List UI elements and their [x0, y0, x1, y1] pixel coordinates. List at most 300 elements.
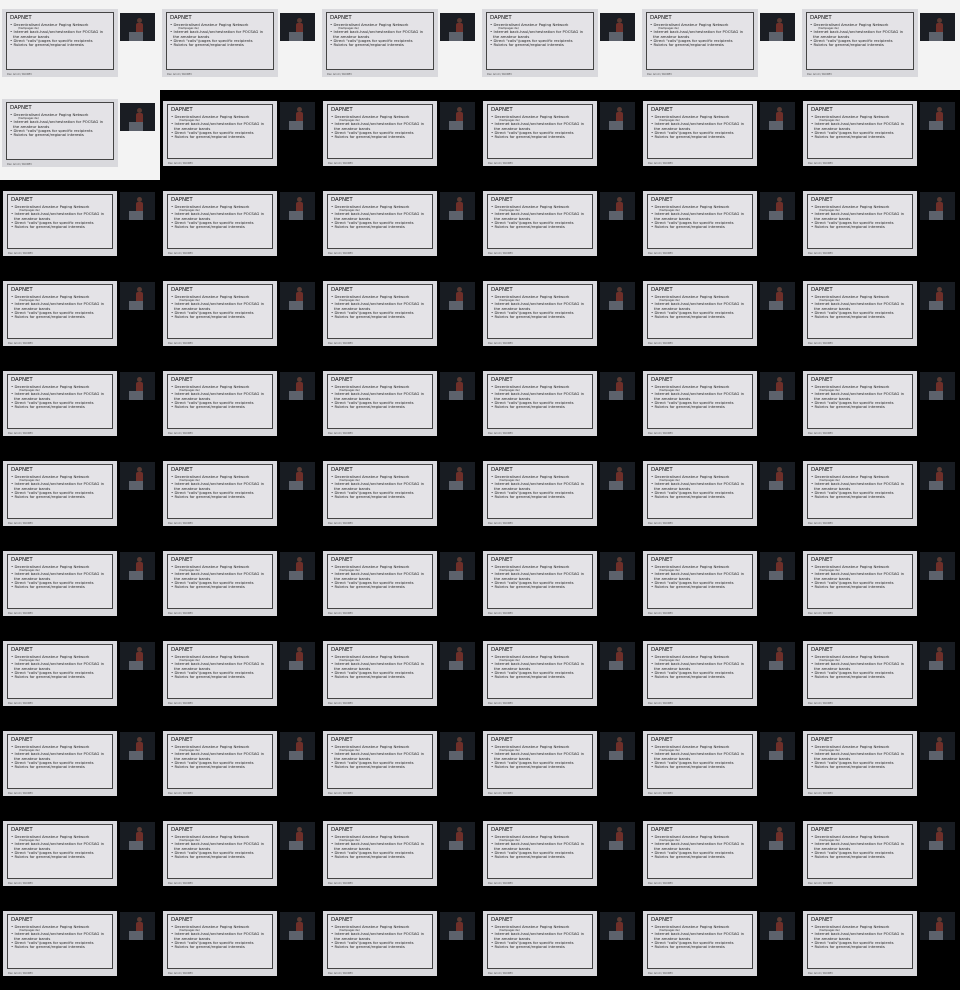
slide-title: DAPNET [651, 647, 673, 653]
video-thumbnail-27[interactable] [320, 360, 480, 450]
slide-bullet: • Rubrics for general/regional interests [491, 404, 565, 410]
speaker-camera-view [600, 822, 635, 850]
slide-footer: Dan Arnot / PA0DEV [488, 252, 513, 255]
slide-bullet-cont: the amateur bands [494, 935, 531, 941]
slide-footer: Dan Arnot / PA0DEV [168, 342, 193, 345]
slide-title: DAPNET [331, 647, 353, 653]
slide-bullet: • Decentralised Amateur Paging Network [331, 293, 410, 299]
video-thumbnail-29[interactable] [640, 360, 800, 450]
slide-footer: Dan Arnot / PA0DEV [488, 972, 513, 975]
slide-bullet: • Rubrics for general/regional interests [811, 674, 885, 680]
slide-bullet: • Internet back-haul/orchestration for POCSAG in [171, 841, 265, 847]
video-thumbnail-45[interactable] [320, 630, 480, 720]
video-thumbnail-13[interactable] [0, 180, 160, 270]
speaker-camera-view [920, 552, 955, 580]
podium-icon [769, 661, 783, 670]
speaker-camera-view [120, 732, 155, 760]
slide-footer: Dan Arnot / PA0DEV [8, 342, 33, 345]
speaker-camera-view [280, 192, 315, 220]
slide-bullet: • Rubrics for general/regional interests [651, 944, 725, 950]
podium-icon [769, 931, 783, 940]
slide-bullet: • Internet back-haul/orchestration for POCSAG in [811, 661, 905, 667]
speaker-camera-view [280, 552, 315, 580]
slide-bullet: • Rubrics for general/regional interests [651, 854, 725, 860]
slide-bullet: • Direct "calls"/pages for specific recipients [651, 129, 734, 135]
slide-bullet: • Rubrics for general/regional interests [491, 224, 565, 230]
slide-content-box [807, 554, 913, 609]
slide-bullet-cont: the amateur bands [654, 215, 691, 221]
video-thumbnail-41[interactable] [640, 540, 800, 630]
slide-title: DAPNET [491, 557, 513, 563]
slide-preview [163, 641, 277, 706]
speaker-camera-view [280, 732, 315, 760]
slide-preview [3, 641, 117, 706]
video-thumbnail-44[interactable] [160, 630, 320, 720]
video-thumbnail-20[interactable] [160, 270, 320, 360]
video-thumbnail-47[interactable] [640, 630, 800, 720]
slide-bullet-cont: the amateur bands [334, 845, 371, 851]
slide-bullet: • Direct "calls"/pages for specific recipients [331, 579, 414, 585]
speaker-camera-view [600, 282, 635, 310]
slide-bullet-sub: (hampager.de) [339, 657, 360, 662]
video-thumbnail-65[interactable] [640, 900, 800, 990]
podium-icon [769, 121, 783, 130]
slide-bullet: • Internet back-haul/orchestration for POCSAG in [650, 29, 744, 35]
slide-title: DAPNET [491, 467, 513, 473]
slide-preview [803, 641, 917, 706]
video-thumbnail-58[interactable] [480, 810, 640, 900]
speaker-camera-view [920, 732, 955, 760]
slide-bullet-cont: the amateur bands [13, 123, 50, 129]
slide-bullet: • Decentralised Amateur Paging Network [651, 833, 730, 839]
slide-bullet-sub: (hampager.de) [659, 567, 680, 572]
slide-title: DAPNET [651, 827, 673, 833]
video-thumbnail-6[interactable] [800, 0, 960, 90]
slide-bullet: • Internet back-haul/orchestration for POCSAG in [491, 211, 585, 217]
speaker-camera-view [600, 912, 635, 940]
slide-bullet: • Decentralised Amateur Paging Network [811, 653, 890, 659]
slide-title: DAPNET [11, 467, 33, 473]
speaker-camera-view [920, 372, 955, 400]
slide-bullet-sub: (hampager.de) [19, 567, 40, 572]
slide-bullet-sub: (hampager.de) [179, 747, 200, 752]
slide-bullet: • Decentralised Amateur Paging Network [651, 923, 730, 929]
slide-bullet-sub: (hampager.de) [178, 25, 199, 30]
slide-content-box [327, 194, 433, 249]
slide-bullet: • Rubrics for general/regional interests [171, 314, 245, 320]
video-thumbnail-60[interactable] [800, 810, 960, 900]
video-thumbnail-2[interactable] [160, 0, 320, 90]
podium-icon [609, 481, 623, 490]
slide-bullet: • Internet back-haul/orchestration for POCSAG in [491, 391, 585, 397]
speaker-camera-view [280, 462, 315, 490]
video-thumbnail-55[interactable] [0, 810, 160, 900]
slide-content-box [7, 644, 113, 699]
slide-bullet: • Decentralised Amateur Paging Network [171, 383, 250, 389]
slide-preview [3, 731, 117, 796]
slide-bullet-sub: (hampager.de) [659, 837, 680, 842]
slide-title: DAPNET [11, 917, 33, 923]
slide-bullet-sub: (hampager.de) [819, 477, 840, 482]
video-thumbnail-51[interactable] [320, 720, 480, 810]
slide-bullet: • Rubrics for general/regional interests [331, 404, 405, 410]
slide-bullet-cont: the amateur bands [814, 845, 851, 851]
slide-bullet: • Decentralised Amateur Paging Network [171, 743, 250, 749]
slide-footer: Dan Arnot / PA0DEV [648, 612, 673, 615]
slide-bullet-cont: the amateur bands [334, 935, 371, 941]
slide-bullet: • Decentralised Amateur Paging Network [171, 833, 250, 839]
slide-content-box [167, 644, 273, 699]
slide-preview [323, 281, 437, 346]
slide-bullet: • Decentralised Amateur Paging Network [171, 563, 250, 569]
slide-preview [3, 911, 117, 976]
slide-preview [483, 371, 597, 436]
slide-bullet: • Direct "calls"/pages for specific recipients [651, 669, 734, 675]
slide-bullet-sub: (hampager.de) [498, 25, 519, 30]
slide-title: DAPNET [810, 15, 832, 21]
video-thumbnail-18[interactable] [800, 180, 960, 270]
video-thumbnail-11[interactable] [640, 90, 800, 180]
slide-title: DAPNET [171, 197, 193, 203]
video-thumbnail-26[interactable] [160, 360, 320, 450]
video-thumbnail-63[interactable] [320, 900, 480, 990]
slide-content-box [807, 194, 913, 249]
slide-content-box [647, 284, 753, 339]
video-thumbnail-66[interactable] [800, 900, 960, 990]
slide-bullet-sub: (hampager.de) [339, 927, 360, 932]
speaker-camera-view [440, 192, 475, 220]
slide-bullet-cont: the amateur bands [494, 125, 531, 131]
slide-footer: Dan Arnot / PA0DEV [808, 162, 833, 165]
slide-footer: Dan Arnot / PA0DEV [488, 432, 513, 435]
slide-bullet: • Decentralised Amateur Paging Network [491, 383, 570, 389]
slide-bullet: • Direct "calls"/pages for specific recipients [811, 579, 894, 585]
speaker-camera-view [120, 103, 155, 131]
video-thumbnail-38[interactable] [160, 540, 320, 630]
podium-icon [129, 32, 143, 41]
slide-title: DAPNET [491, 827, 513, 833]
video-thumbnail-34[interactable] [480, 450, 640, 540]
slide-bullet-sub: (hampager.de) [819, 837, 840, 842]
speaker-camera-view [600, 102, 635, 130]
slide-preview [483, 641, 597, 706]
slide-bullet: • Direct "calls"/pages for specific recipients [171, 939, 254, 945]
slide-title: DAPNET [811, 557, 833, 563]
video-thumbnail-14[interactable] [160, 180, 320, 270]
slide-bullet: • Decentralised Amateur Paging Network [171, 293, 250, 299]
slide-footer: Dan Arnot / PA0DEV [168, 972, 193, 975]
speaker-camera-view [440, 372, 475, 400]
slide-bullet: • Internet back-haul/orchestration for POCSAG in [11, 931, 105, 937]
video-thumbnail-35[interactable] [640, 450, 800, 540]
speaker-camera-view [760, 13, 795, 41]
video-thumbnail-52[interactable] [480, 720, 640, 810]
slide-title: DAPNET [10, 105, 32, 111]
podium-icon [929, 301, 943, 310]
slide-bullet-sub: (hampager.de) [339, 477, 360, 482]
slide-bullet: • Internet back-haul/orchestration for POCSAG in [11, 481, 105, 487]
slide-title: DAPNET [811, 827, 833, 833]
slide-bullet: • Internet back-haul/orchestration for POCSAG in [810, 29, 904, 35]
slide-bullet-sub: (hampager.de) [819, 297, 840, 302]
video-thumbnail-59[interactable] [640, 810, 800, 900]
slide-footer: Dan Arnot / PA0DEV [648, 522, 673, 525]
slide-bullet-cont: the amateur bands [334, 305, 371, 311]
video-thumbnail-4[interactable] [480, 0, 640, 90]
slide-bullet-sub: (hampager.de) [19, 747, 40, 752]
slide-bullet: • Rubrics for general/regional interests [491, 854, 565, 860]
slide-bullet-cont: the amateur bands [494, 845, 531, 851]
slide-preview [163, 821, 277, 886]
slide-footer: Dan Arnot / PA0DEV [648, 882, 673, 885]
slide-preview [323, 731, 437, 796]
video-thumbnail-25[interactable] [0, 360, 160, 450]
video-thumbnail-16[interactable] [480, 180, 640, 270]
slide-bullet: • Rubrics for general/regional interests [811, 764, 885, 770]
slide-bullet-cont: the amateur bands [494, 755, 531, 761]
slide-bullet: • Direct "calls"/pages for specific recipients [11, 579, 94, 585]
video-thumbnail-50[interactable] [160, 720, 320, 810]
slide-title: DAPNET [331, 827, 353, 833]
slide-bullet: • Rubrics for general/regional interests [651, 584, 725, 590]
slide-content-box [647, 824, 753, 879]
video-thumbnail-39[interactable] [320, 540, 480, 630]
slide-bullet-sub: (hampager.de) [179, 567, 200, 572]
slide-footer: Dan Arnot / PA0DEV [168, 612, 193, 615]
slide-bullet: • Internet back-haul/orchestration for POCSAG in [330, 29, 424, 35]
slide-bullet: • Direct "calls"/pages for specific recipients [651, 489, 734, 495]
slide-bullet: • Direct "calls"/pages for specific recipients [171, 399, 254, 405]
slide-bullet-sub: (hampager.de) [819, 747, 840, 752]
video-thumbnail-61[interactable] [0, 900, 160, 990]
slide-title: DAPNET [331, 737, 353, 743]
slide-bullet-cont: the amateur bands [14, 215, 51, 221]
slide-bullet: • Rubrics for general/regional interests [490, 42, 564, 48]
podium-icon [609, 931, 623, 940]
video-thumbnail-46[interactable] [480, 630, 640, 720]
slide-bullet: • Internet back-haul/orchestration for POCSAG in [491, 121, 585, 127]
slide-bullet: • Rubrics for general/regional interests [331, 314, 405, 320]
video-thumbnail-33[interactable] [320, 450, 480, 540]
video-thumbnail-54[interactable] [800, 720, 960, 810]
slide-footer: Dan Arnot / PA0DEV [808, 252, 833, 255]
slide-bullet: • Direct "calls"/pages for specific recipients [651, 399, 734, 405]
slide-bullet: • Direct "calls"/pages for specific recipients [171, 759, 254, 765]
slide-content-box [487, 644, 593, 699]
video-thumbnail-36[interactable] [800, 450, 960, 540]
slide-bullet: • Direct "calls"/pages for specific recipients [651, 939, 734, 945]
slide-bullet: • Rubrics for general/regional interests [10, 42, 84, 48]
video-thumbnail-28[interactable] [480, 360, 640, 450]
video-thumbnail-37[interactable] [0, 540, 160, 630]
slide-bullet: • Internet back-haul/orchestration for POCSAG in [171, 751, 265, 757]
slide-bullet: • Direct "calls"/pages for specific recipients [491, 669, 574, 675]
slide-bullet-sub: (hampager.de) [659, 297, 680, 302]
slide-bullet: • Decentralised Amateur Paging Network [331, 473, 410, 479]
slide-bullet-sub: (hampager.de) [499, 297, 520, 302]
video-thumbnail-43[interactable] [0, 630, 160, 720]
podium-icon [449, 481, 463, 490]
slide-footer: Dan Arnot / PA0DEV [808, 342, 833, 345]
slide-content-box [327, 914, 433, 969]
speaker-camera-view [600, 642, 635, 670]
video-thumbnail-10[interactable] [480, 90, 640, 180]
video-thumbnail-40[interactable] [480, 540, 640, 630]
slide-bullet-cont: the amateur bands [14, 485, 51, 491]
speaker-camera-view [440, 102, 475, 130]
video-thumbnail-22[interactable] [480, 270, 640, 360]
slide-bullet: • Decentralised Amateur Paging Network [811, 833, 890, 839]
speaker-camera-view [920, 912, 955, 940]
slide-content-box [647, 734, 753, 789]
slide-bullet-sub: (hampager.de) [819, 207, 840, 212]
video-thumbnail-3[interactable] [320, 0, 480, 90]
slide-bullet: • Internet back-haul/orchestration for POCSAG in [490, 29, 584, 35]
slide-bullet-cont: the amateur bands [654, 665, 691, 671]
slide-title: DAPNET [171, 287, 193, 293]
video-thumbnail-48[interactable] [800, 630, 960, 720]
video-thumbnail-21[interactable] [320, 270, 480, 360]
speaker-camera-view [120, 912, 155, 940]
video-thumbnail-53[interactable] [640, 720, 800, 810]
video-thumbnail-12[interactable] [800, 90, 960, 180]
slide-bullet: • Direct "calls"/pages for specific recipients [11, 309, 94, 315]
speaker-camera-view [120, 462, 155, 490]
slide-title: DAPNET [331, 917, 353, 923]
slide-bullet: • Rubrics for general/regional interests [811, 314, 885, 320]
slide-bullet: • Direct "calls"/pages for specific recipients [491, 579, 574, 585]
slide-preview [163, 461, 277, 526]
slide-title: DAPNET [650, 15, 672, 21]
slide-bullet: • Direct "calls"/pages for specific recipients [331, 129, 414, 135]
slide-title: DAPNET [331, 287, 353, 293]
slide-footer: Dan Arnot / PA0DEV [328, 252, 353, 255]
speaker-camera-view [280, 13, 315, 41]
video-thumbnail-57[interactable] [320, 810, 480, 900]
slide-title: DAPNET [170, 15, 192, 21]
slide-bullet-cont: the amateur bands [334, 755, 371, 761]
slide-bullet: • Rubrics for general/regional interests [11, 944, 85, 950]
video-thumbnail-56[interactable] [160, 810, 320, 900]
slide-bullet: • Direct "calls"/pages for specific recipients [331, 669, 414, 675]
slide-content-box [327, 554, 433, 609]
podium-icon [929, 751, 943, 760]
slide-footer: Dan Arnot / PA0DEV [8, 432, 33, 435]
slide-footer: Dan Arnot / PA0DEV [488, 612, 513, 615]
slide-preview [643, 461, 757, 526]
slide-bullet: • Rubrics for general/regional interests [331, 584, 405, 590]
slide-bullet-cont: the amateur bands [813, 33, 850, 39]
video-thumbnail-49[interactable] [0, 720, 160, 810]
video-thumbnail-31[interactable] [0, 450, 160, 540]
slide-preview [323, 911, 437, 976]
slide-bullet: • Internet back-haul/orchestration for POCSAG in [651, 751, 745, 757]
slide-bullet-sub: (hampager.de) [19, 837, 40, 842]
slide-preview [643, 731, 757, 796]
slide-title: DAPNET [491, 647, 513, 653]
slide-bullet-sub: (hampager.de) [659, 387, 680, 392]
slide-bullet: • Rubrics for general/regional interests [331, 854, 405, 860]
slide-footer: Dan Arnot / PA0DEV [648, 972, 673, 975]
video-thumbnail-17[interactable] [640, 180, 800, 270]
slide-bullet: • Decentralised Amateur Paging Network [650, 21, 729, 27]
slide-bullet: • Decentralised Amateur Paging Network [811, 923, 890, 929]
slide-bullet: • Direct "calls"/pages for specific recipients [10, 127, 93, 133]
video-thumbnail-9[interactable] [320, 90, 480, 180]
slide-bullet-sub: (hampager.de) [339, 297, 360, 302]
slide-footer: Dan Arnot / PA0DEV [328, 612, 353, 615]
slide-bullet-cont: the amateur bands [174, 215, 211, 221]
slide-footer: Dan Arnot / PA0DEV [808, 612, 833, 615]
slide-bullet: • Rubrics for general/regional interests [651, 404, 725, 410]
slide-footer: Dan Arnot / PA0DEV [808, 792, 833, 795]
video-thumbnail-62[interactable] [160, 900, 320, 990]
slide-bullet: • Internet back-haul/orchestration for POCSAG in [331, 661, 425, 667]
slide-preview [643, 821, 757, 886]
slide-content-box [167, 104, 273, 159]
slide-title: DAPNET [811, 377, 833, 383]
slide-bullet: • Decentralised Amateur Paging Network [811, 743, 890, 749]
slide-footer: Dan Arnot / PA0DEV [8, 702, 33, 705]
slide-preview [163, 371, 277, 436]
slide-bullet: • Decentralised Amateur Paging Network [811, 473, 890, 479]
slide-bullet: • Decentralised Amateur Paging Network [10, 111, 89, 117]
slide-bullet: • Decentralised Amateur Paging Network [170, 21, 249, 27]
video-thumbnail-8[interactable] [160, 90, 320, 180]
slide-bullet: • Direct "calls"/pages for specific recipients [651, 219, 734, 225]
slide-bullet: • Rubrics for general/regional interests [11, 314, 85, 320]
slide-bullet: • Rubrics for general/regional interests [331, 764, 405, 770]
slide-bullet: • Internet back-haul/orchestration for POCSAG in [10, 119, 104, 125]
slide-title: DAPNET [11, 557, 33, 563]
video-thumbnail-5[interactable] [640, 0, 800, 90]
slide-bullet: • Rubrics for general/regional interests [811, 494, 885, 500]
podium-icon [289, 841, 303, 850]
slide-bullet: • Direct "calls"/pages for specific recipients [650, 37, 733, 43]
slide-preview [483, 281, 597, 346]
podium-icon [449, 751, 463, 760]
slide-bullet: • Decentralised Amateur Paging Network [11, 653, 90, 659]
video-thumbnail-32[interactable] [160, 450, 320, 540]
slide-title: DAPNET [171, 467, 193, 473]
slide-bullet: • Internet back-haul/orchestration for POCSAG in [331, 301, 425, 307]
slide-content-box [167, 734, 273, 789]
slide-bullet: • Direct "calls"/pages for specific recipients [171, 219, 254, 225]
slide-footer: Dan Arnot / PA0DEV [8, 882, 33, 885]
slide-content-box [167, 464, 273, 519]
slide-content-box [327, 644, 433, 699]
slide-bullet-sub: (hampager.de) [179, 477, 200, 482]
video-thumbnail-42[interactable] [800, 540, 960, 630]
video-thumbnail-23[interactable] [640, 270, 800, 360]
video-thumbnail-30[interactable] [800, 360, 960, 450]
video-thumbnail-15[interactable] [320, 180, 480, 270]
slide-bullet-sub: (hampager.de) [179, 117, 200, 122]
slide-bullet: • Direct "calls"/pages for specific recipients [331, 849, 414, 855]
video-thumbnail-19[interactable] [0, 270, 160, 360]
video-thumbnail-7[interactable] [0, 90, 160, 180]
video-thumbnail-24[interactable] [800, 270, 960, 360]
speaker-camera-view [120, 282, 155, 310]
slide-bullet: • Direct "calls"/pages for specific recipients [491, 939, 574, 945]
slide-bullet: • Direct "calls"/pages for specific recipients [11, 489, 94, 495]
slide-bullet: • Rubrics for general/regional interests [491, 764, 565, 770]
video-thumbnail-1[interactable] [0, 0, 160, 90]
podium-icon [609, 211, 623, 220]
video-thumbnail-64[interactable] [480, 900, 640, 990]
slide-bullet-sub: (hampager.de) [179, 927, 200, 932]
slide-bullet-cont: the amateur bands [334, 395, 371, 401]
